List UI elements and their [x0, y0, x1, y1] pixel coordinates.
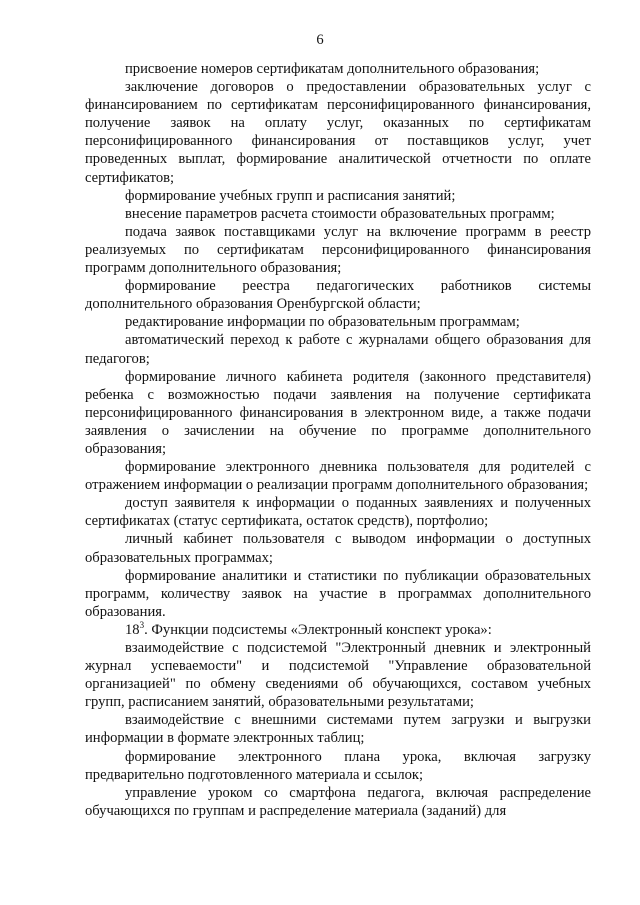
list-item: формирование аналитики и статистики по публикации образовательных программ, количеству заявок на участие в программах дополнительного образования. [85, 567, 591, 620]
list-item: редактирование информации по образовательным программам; [125, 314, 520, 331]
function-list-after [85, 639, 591, 820]
list-item: формирование электронного плана урока, включая загрузку предварительно подготовленного материала и ссылок; [85, 748, 591, 783]
list-item: доступ заявителя к информации о поданных заявлениях и полученных сертификатах (статус сертификата, остаток средств), портфолио; [85, 495, 591, 530]
list-item: взаимодействие с внешними системами путем загрузки и выгрузки информации в формате электронных таблиц; [85, 712, 591, 747]
section-heading [85, 621, 591, 639]
list-item: управление уроком со смартфона педагога, включая распределение обучающихся по группам и распределение материала (заданий) для [85, 784, 591, 819]
list-item: автоматический переход к работе с журналами общего образования для педагогов; [85, 332, 591, 367]
list-item: личный кабинет пользователя с выводом информации о доступных образовательных программах; [85, 531, 591, 566]
list-item: формирование электронного дневника пользователя для родителей с отражением информации о реализации программ дополнительного образования; [85, 459, 591, 494]
function-list-before [85, 60, 591, 621]
list-item: внесение параметров расчета стоимости образовательных программ; [125, 205, 555, 222]
section-superscript: 3 [139, 619, 145, 630]
list-item: формирование личного кабинета родителя (законного представителя) ребенка с возможностью подачи заявления на получение сертификата персонифицированного финансирования в электронном виде, а также подачи заявления о зачислении на обучение по программе дополнительного образования; [85, 368, 591, 457]
list-item: заключение договоров о предоставлении образовательных услуг с финансированием по сертификатам персонифицированного финансирования, получение заявок на оплату услуг, оказанных по сертификатам персонифицированного финансирования от поставщиков услуг, учет проведенных выплат, формирование аналитической отчетности по оплате сертификатов; [85, 79, 591, 186]
list-item: формирование реестра педагогических работников системы дополнительного образования Оренбургской области; [85, 278, 591, 313]
list-item: подача заявок поставщиками услуг на включение программ в реестр реализуемых по сертификатам персонифицированного финансирования программ дополнительного образования; [85, 223, 591, 277]
section-title: . Функции подсистемы «Электронный конспект урока»: [144, 621, 492, 638]
list-item: присвоение номеров сертификатам дополнительного образования; [125, 61, 540, 77]
document-body [85, 60, 591, 820]
list-item: формирование учебных групп и расписания занятий; [125, 187, 456, 204]
page-number: 6 [316, 32, 324, 48]
list-item: взаимодействие с подсистемой "Электронный дневник и электронный журнал успеваемости" и подсистемой "Управление образовательной организацией" по обмену сведениями об обучающихся, составом учебных групп, расписанием занятий, образовательными результатами; [85, 640, 591, 711]
section-number: 18 [125, 621, 140, 638]
